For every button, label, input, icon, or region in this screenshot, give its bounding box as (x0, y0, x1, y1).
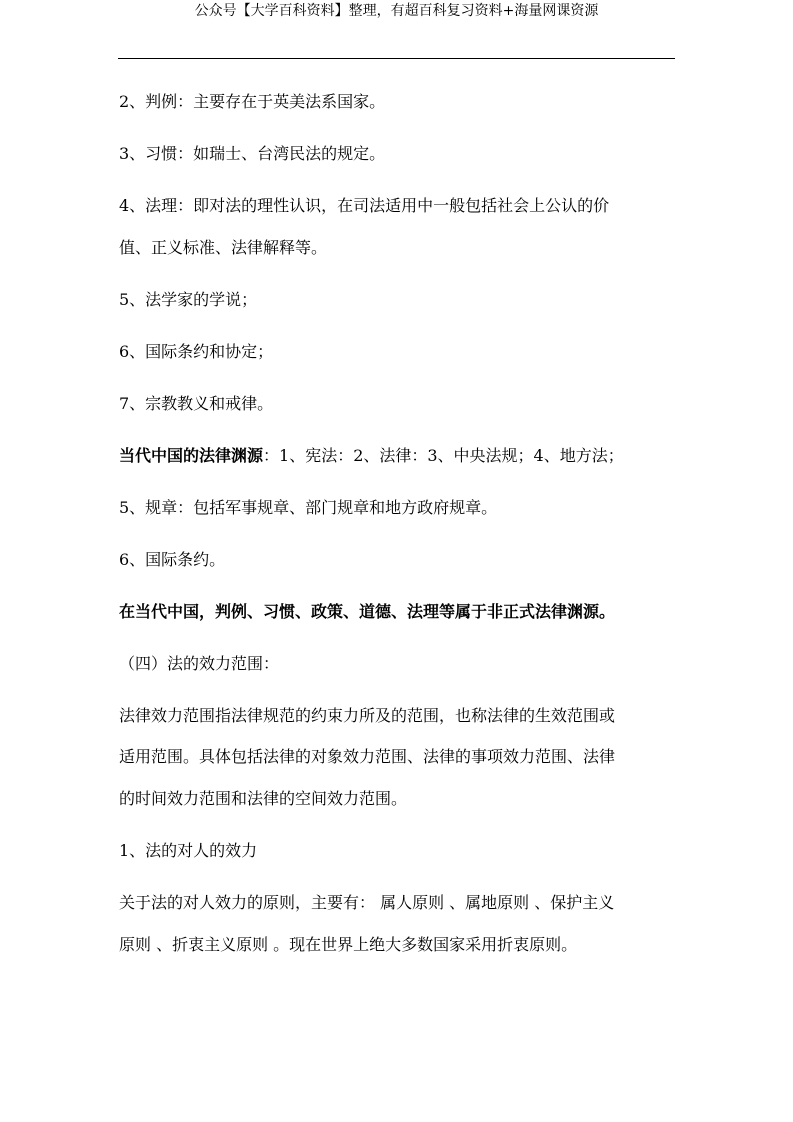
line-treaties: 6、国际条约和协定； (119, 342, 274, 361)
line-principles-2: 原则 、折衷主义原则 。现在世界上绝大多数国家采用折衷原则。 (119, 935, 578, 954)
line-jurisprudence-1: 4、法理：即对法的理性认识，在司法适用中一般包括社会上公认的价 (119, 196, 610, 215)
china-sources-list: ：1、宪法：2、法律：3、中央法规；4、地方法； (263, 446, 624, 465)
line-scope-1: 法律效力范围指法律规范的约束力所及的范围，也称法律的生效范围或 (119, 706, 616, 725)
section-heading-scope: （四）法的效力范围： (119, 654, 280, 673)
line-custom: 3、习惯：如瑞士、台湾民法的规定。 (119, 144, 386, 163)
line-scope-2: 适用范围。具体包括法律的对象效力范围、法律的事项效力范围、法律 (119, 747, 616, 766)
line-intl-treaties: 6、国际条约。 (119, 550, 226, 569)
line-regulations: 5、规章：包括军事规章、部门规章和地方政府规章。 (119, 498, 498, 517)
line-informal-sources: 在当代中国，判例、习惯、政策、道德、法理等属于非正式法律渊源。 (119, 602, 616, 621)
line-scholars: 5、法学家的学说； (119, 290, 258, 309)
line-religion: 7、宗教教义和戒律。 (119, 394, 274, 413)
line-scope-3: 的时间效力范围和法律的空间效力范围。 (119, 789, 408, 808)
line-precedent: 2、判例：主要存在于英美法系国家。 (119, 92, 386, 111)
china-sources-heading: 当代中国的法律渊源 (119, 446, 264, 465)
page-header: 公众号【大学百科资料】整理，有超百科复习资料+海量网课资源 (194, 3, 599, 19)
line-personal-effect: 1、法的对人的效力 (119, 841, 258, 860)
header-divider (118, 58, 675, 59)
line-jurisprudence-2: 值、正义标准、法律解释等。 (119, 238, 328, 257)
line-principles-1: 关于法的对人效力的原则，主要有： 属人原则 、属地原则 、保护主义 (119, 893, 615, 912)
line-china-sources (119, 446, 679, 466)
